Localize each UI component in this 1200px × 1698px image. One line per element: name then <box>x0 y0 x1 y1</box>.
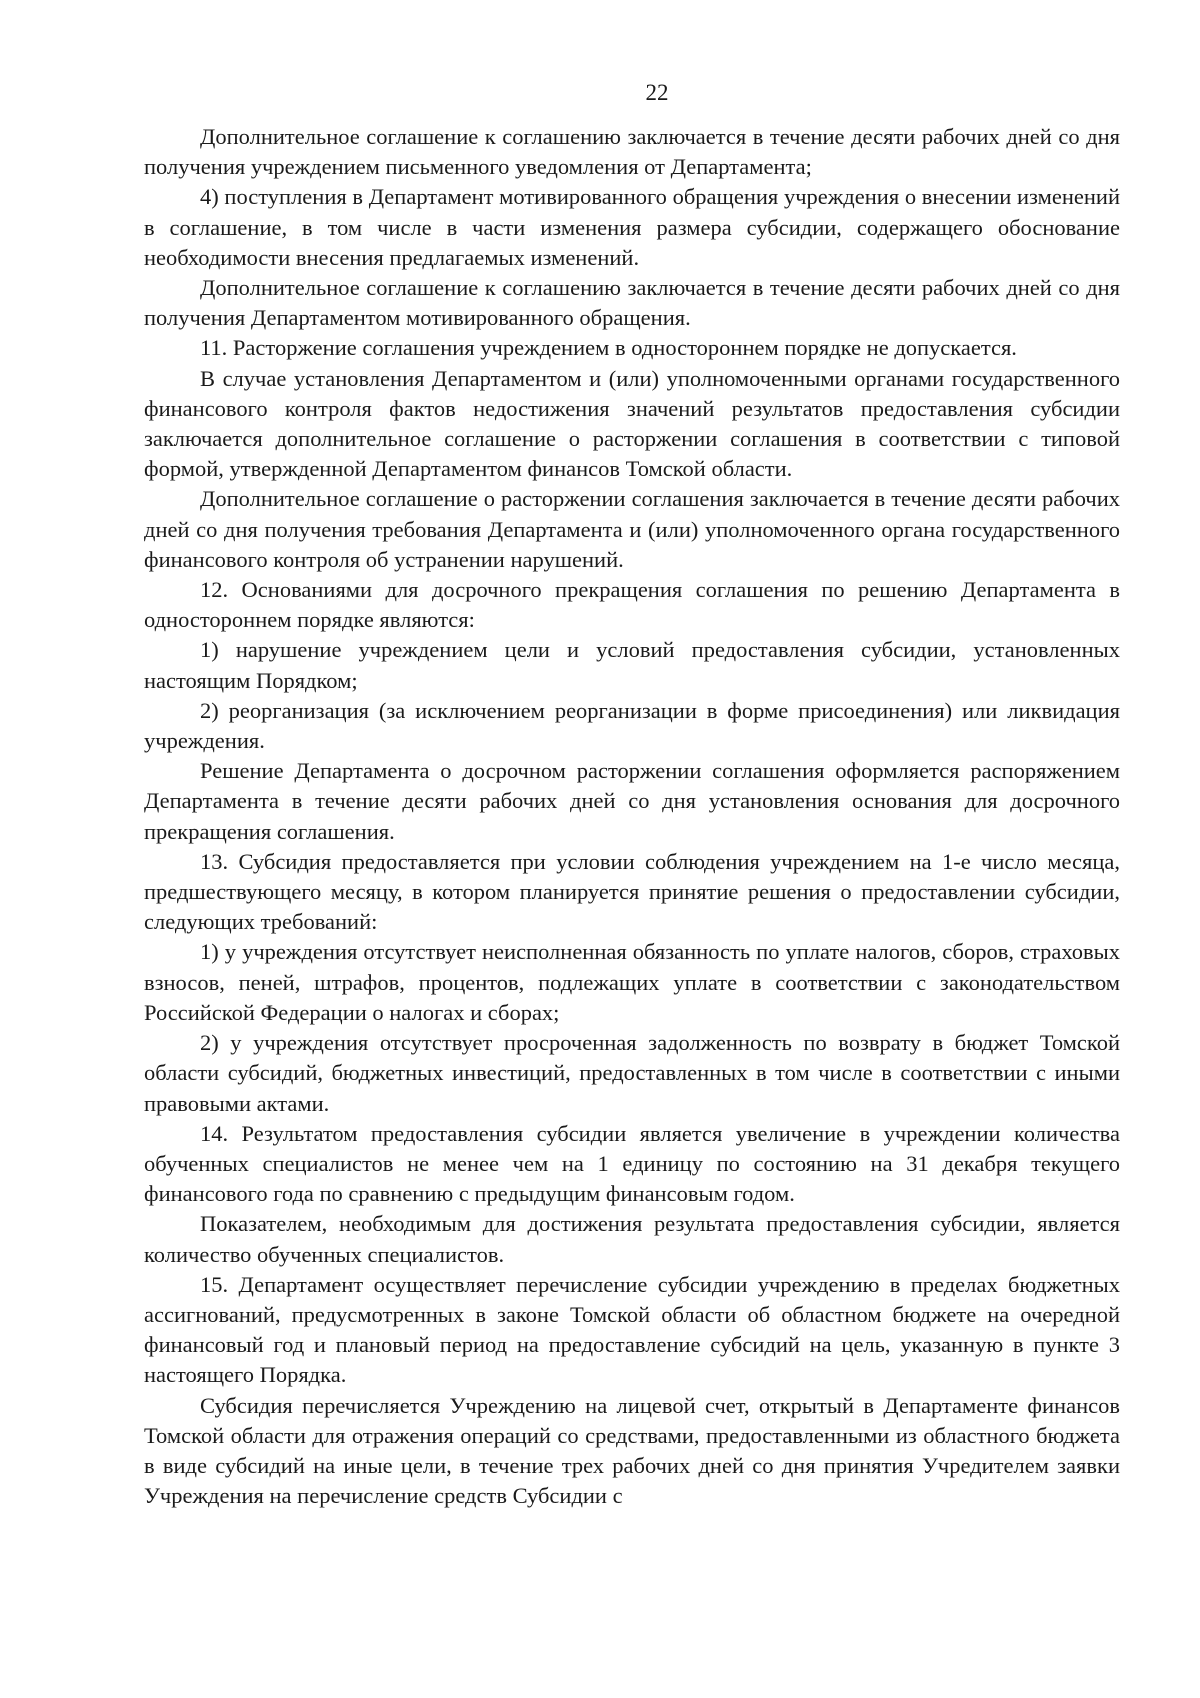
paragraph: 14. Результатом предоставления субсидии является увеличение в учреждении количества обученных специалистов не менее чем на 1 единицу по состоянию на 31 декабря текущего финансового года по сравнению с предыдущим финансовым годом. <box>144 1120 1120 1207</box>
paragraph: Решение Департамента о досрочном расторжении соглашения оформляется распоряжением Департамента в течение десяти рабочих дней со дня установления основания для досрочного прекращения соглашения. <box>144 758 1120 844</box>
paragraph: 12. Основаниями для досрочного прекращения соглашения по решению Департамента в одностороннем порядке являются: <box>144 577 1120 633</box>
paragraph: Дополнительное соглашение к соглашению заключается в течение десяти рабочих дней со дня получения Департаментом мотивированного обращения. <box>144 275 1120 331</box>
paragraph: 1) у учреждения отсутствует неисполненная обязанность по уплате налогов, сборов, страховых взносов, пеней, штрафов, процентов, подлежащих уплате в соответствии с законодательством Российской Федерации о налогах и сборах; <box>144 939 1120 1025</box>
paragraph: 13. Субсидия предоставляется при условии соблюдения учреждением на 1-е число месяца, предшествующего месяцу, в котором планируется принятие решения о предоставлении субсидии, следующих требований: <box>144 848 1120 935</box>
paragraph: Дополнительное соглашение к соглашению заключается в течение десяти рабочих дней со дня получения учреждением письменного уведомления от Департамента; <box>144 124 1120 180</box>
paragraph: 15. Департамент осуществляет перечисление субсидии учреждению в пределах бюджетных ассигнований, предусмотренных в законе Томской области об областном бюджете на очередной финансовый год и плановый период на предоставление субсидий на цель, указанную в пункте 3 настоящего Порядка. <box>144 1271 1120 1388</box>
paragraph: Субсидия перечисляется Учреждению на лицевой счет, открытый в Департаменте финансов Томской области для отражения операций со средствами, предоставленными из областного бюджета в виде субсидий на иные цели, в течение трех рабочих дней со дня принятия Учредителем заявки Учреждения на перечисление средств Субсидии с <box>144 1392 1120 1509</box>
paragraph: 4) поступления в Департамент мотивированного обращения учреждения о внесении изменений в соглашение, в том числе в части изменения размера субсидии, содержащего обоснование необходимости внесения предлагаемых изменений. <box>144 184 1120 270</box>
paragraph: 2) у учреждения отсутствует просроченная задолженность по возврату в бюджет Томской области субсидий, бюджетных инвестиций, предоставленных в том числе в соответствии с иными правовыми актами. <box>144 1030 1120 1116</box>
paragraph: В случае установления Департаментом и (или) уполномоченными органами государственного финансового контроля фактов недостижения значений результатов предоставления субсидии заключается дополнительное соглашение о расторжении соглашения в соответствии с типовой формой, утвержденной Департаментом финансов Томской области. <box>144 365 1120 482</box>
page-number: 22 <box>645 80 669 105</box>
paragraph: 11. Расторжение соглашения учреждением в одностороннем порядке не допускается. <box>200 335 1017 361</box>
paragraph: Дополнительное соглашение о расторжении соглашения заключается в течение десяти рабочих дней со дня получения требования Департамента и (или) уполномоченного органа государственного финансового контроля об устранении нарушений. <box>144 486 1120 572</box>
paragraph: 1) нарушение учреждением цели и условий предоставления субсидии, установленных настоящим Порядком; <box>144 637 1120 693</box>
paragraph: 2) реорганизация (за исключением реорганизации в форме присоединения) или ликвидация учреждения. <box>144 697 1120 754</box>
document-body <box>144 122 1120 1511</box>
paragraph: Показателем, необходимым для достижения результата предоставления субсидии, является количество обученных специалистов. <box>144 1211 1120 1267</box>
